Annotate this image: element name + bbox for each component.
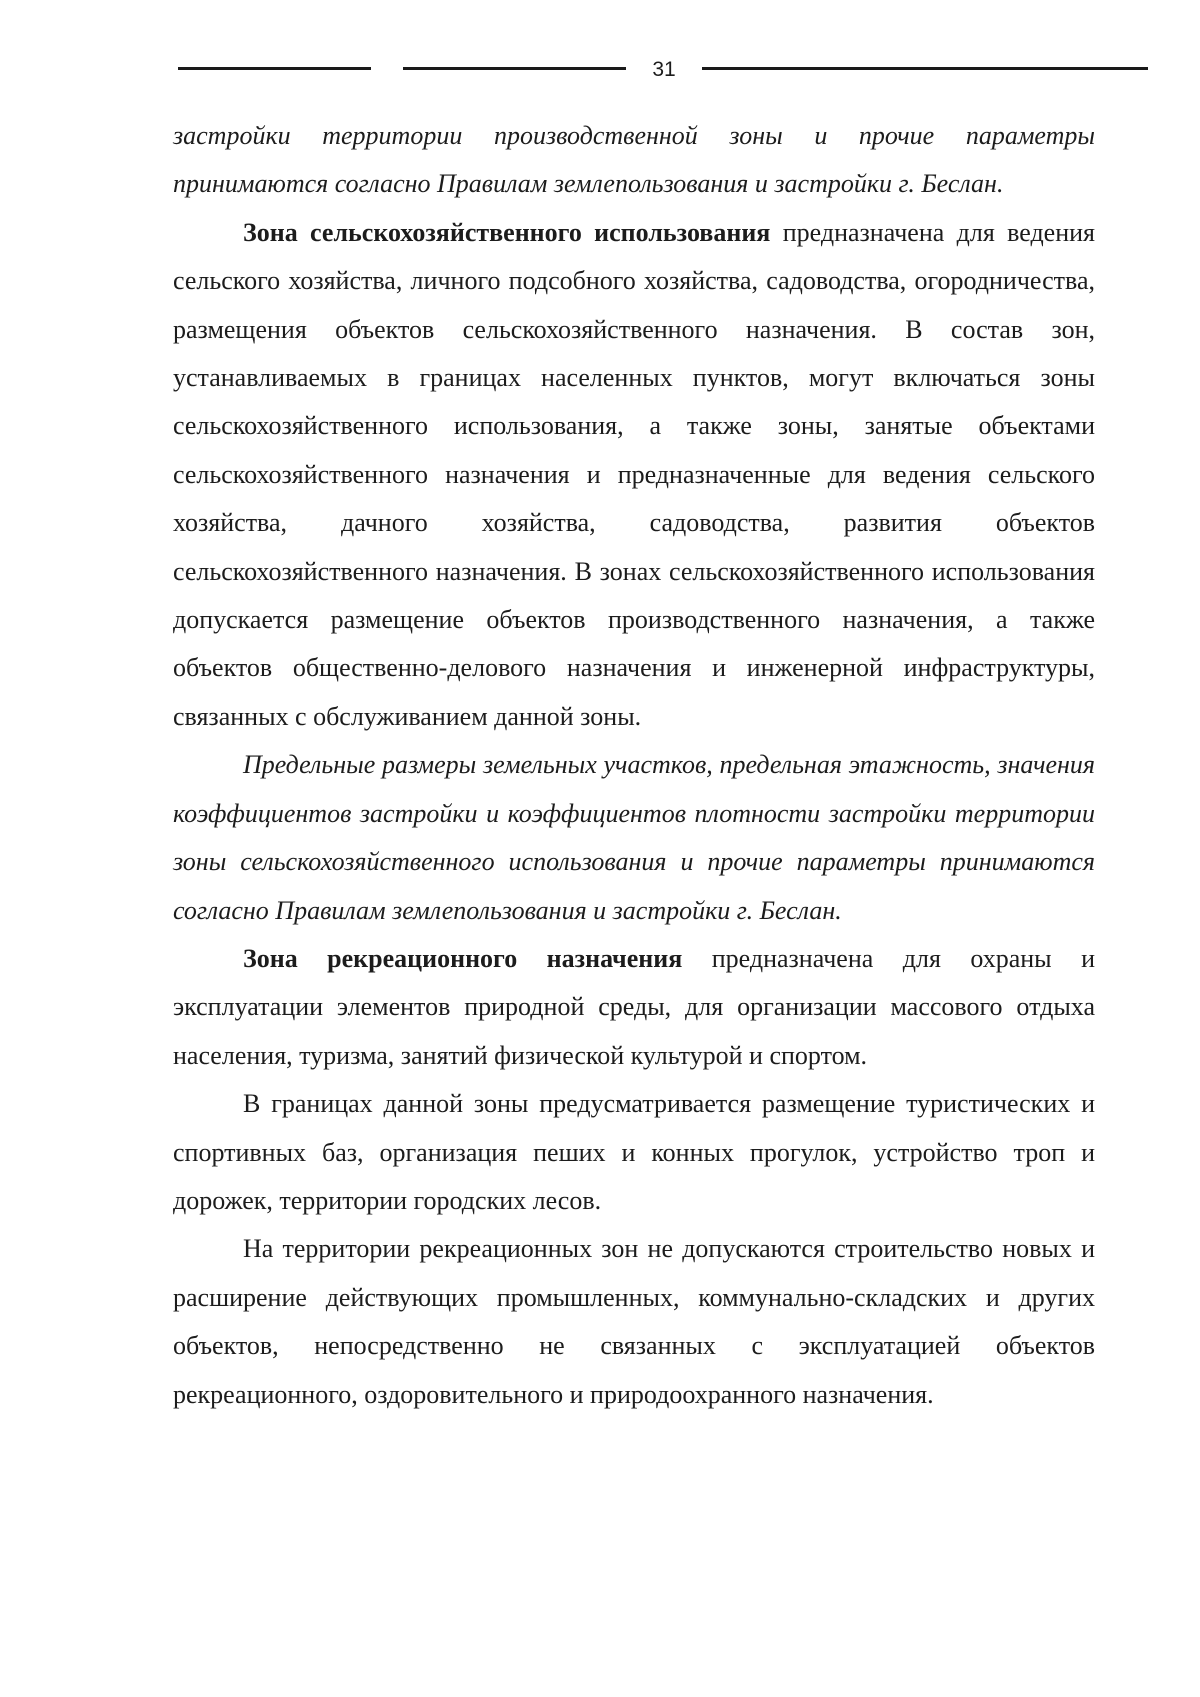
paragraph-text: предназначена для охраны и эксплуатации элементов природной среды, для организации массового отдыха населения, туризма, занятий физической культурой и спортом. <box>173 943 1095 1070</box>
paragraph-agricultural-parameters <box>173 741 1095 935</box>
paragraph-text: На территории рекреационных зон не допускаются строительство новых и расширение действующих промышленных, коммунально-складских и других объектов, непосредственно не связанных с эксплуатацией объектов рекреационного, оздоровительного и природоохранного назначения. <box>173 1234 1095 1409</box>
paragraph-recreational-facilities <box>173 1080 1095 1225</box>
header-rule-middle <box>403 67 626 70</box>
paragraph-text: Предельные размеры земельных участков, предельная этажность, значения коэффициентов застройки и коэффициентов плотности застройки территории зоны сельскохозяйственного использования и прочие параметры принимаются согласно Правилам землепользования и застройки г. Беслан. <box>173 750 1095 925</box>
paragraph-text: В границах данной зоны предусматривается размещение туристических и спортивных баз, организация пеших и конных прогулок, устройство троп и дорожек, территории городских лесов. <box>173 1089 1095 1215</box>
paragraph-text: застройки территории производственной зоны и прочие параметры принимаются согласно Правилам землепользования и застройки г. Беслан. <box>173 121 1095 199</box>
paragraph-agricultural-zone <box>173 209 1095 741</box>
header-rule-right <box>702 67 1148 70</box>
zone-heading-agricultural: Зона сельскохозяйственного использования <box>243 217 771 247</box>
zone-heading-recreational: Зона рекреационного назначения <box>243 943 683 973</box>
paragraph-continuation <box>173 112 1095 209</box>
paragraph-text: предназначена для ведения сельского хозяйства, личного подсобного хозяйства, садоводства, огородничества, размещения объектов сельскохозяйственного назначения. В состав зон, устанавливаемых в границах населенных пунктов, могут включаться зоны сельскохозяйственного использования, а также зоны, занятые объектами сельскохозяйственного назначения и предназначенные для ведения сельского хозяйства, дачного хозяйства, садоводства, развития объектов сельскохозяйственного назначения. В зонах сельскохозяйственного использования допускается размещение объектов производственного назначения, а также объектов общественно-делового назначения и инженерной инфраструктуры, связанных с обслуживанием данной зоны. <box>173 217 1095 731</box>
paragraph-recreational-restrictions <box>173 1225 1095 1419</box>
paragraph-recreational-zone <box>173 935 1095 1080</box>
body-text <box>173 112 1095 1419</box>
header-rule-left <box>178 67 371 70</box>
page-number: 31 <box>652 58 676 81</box>
